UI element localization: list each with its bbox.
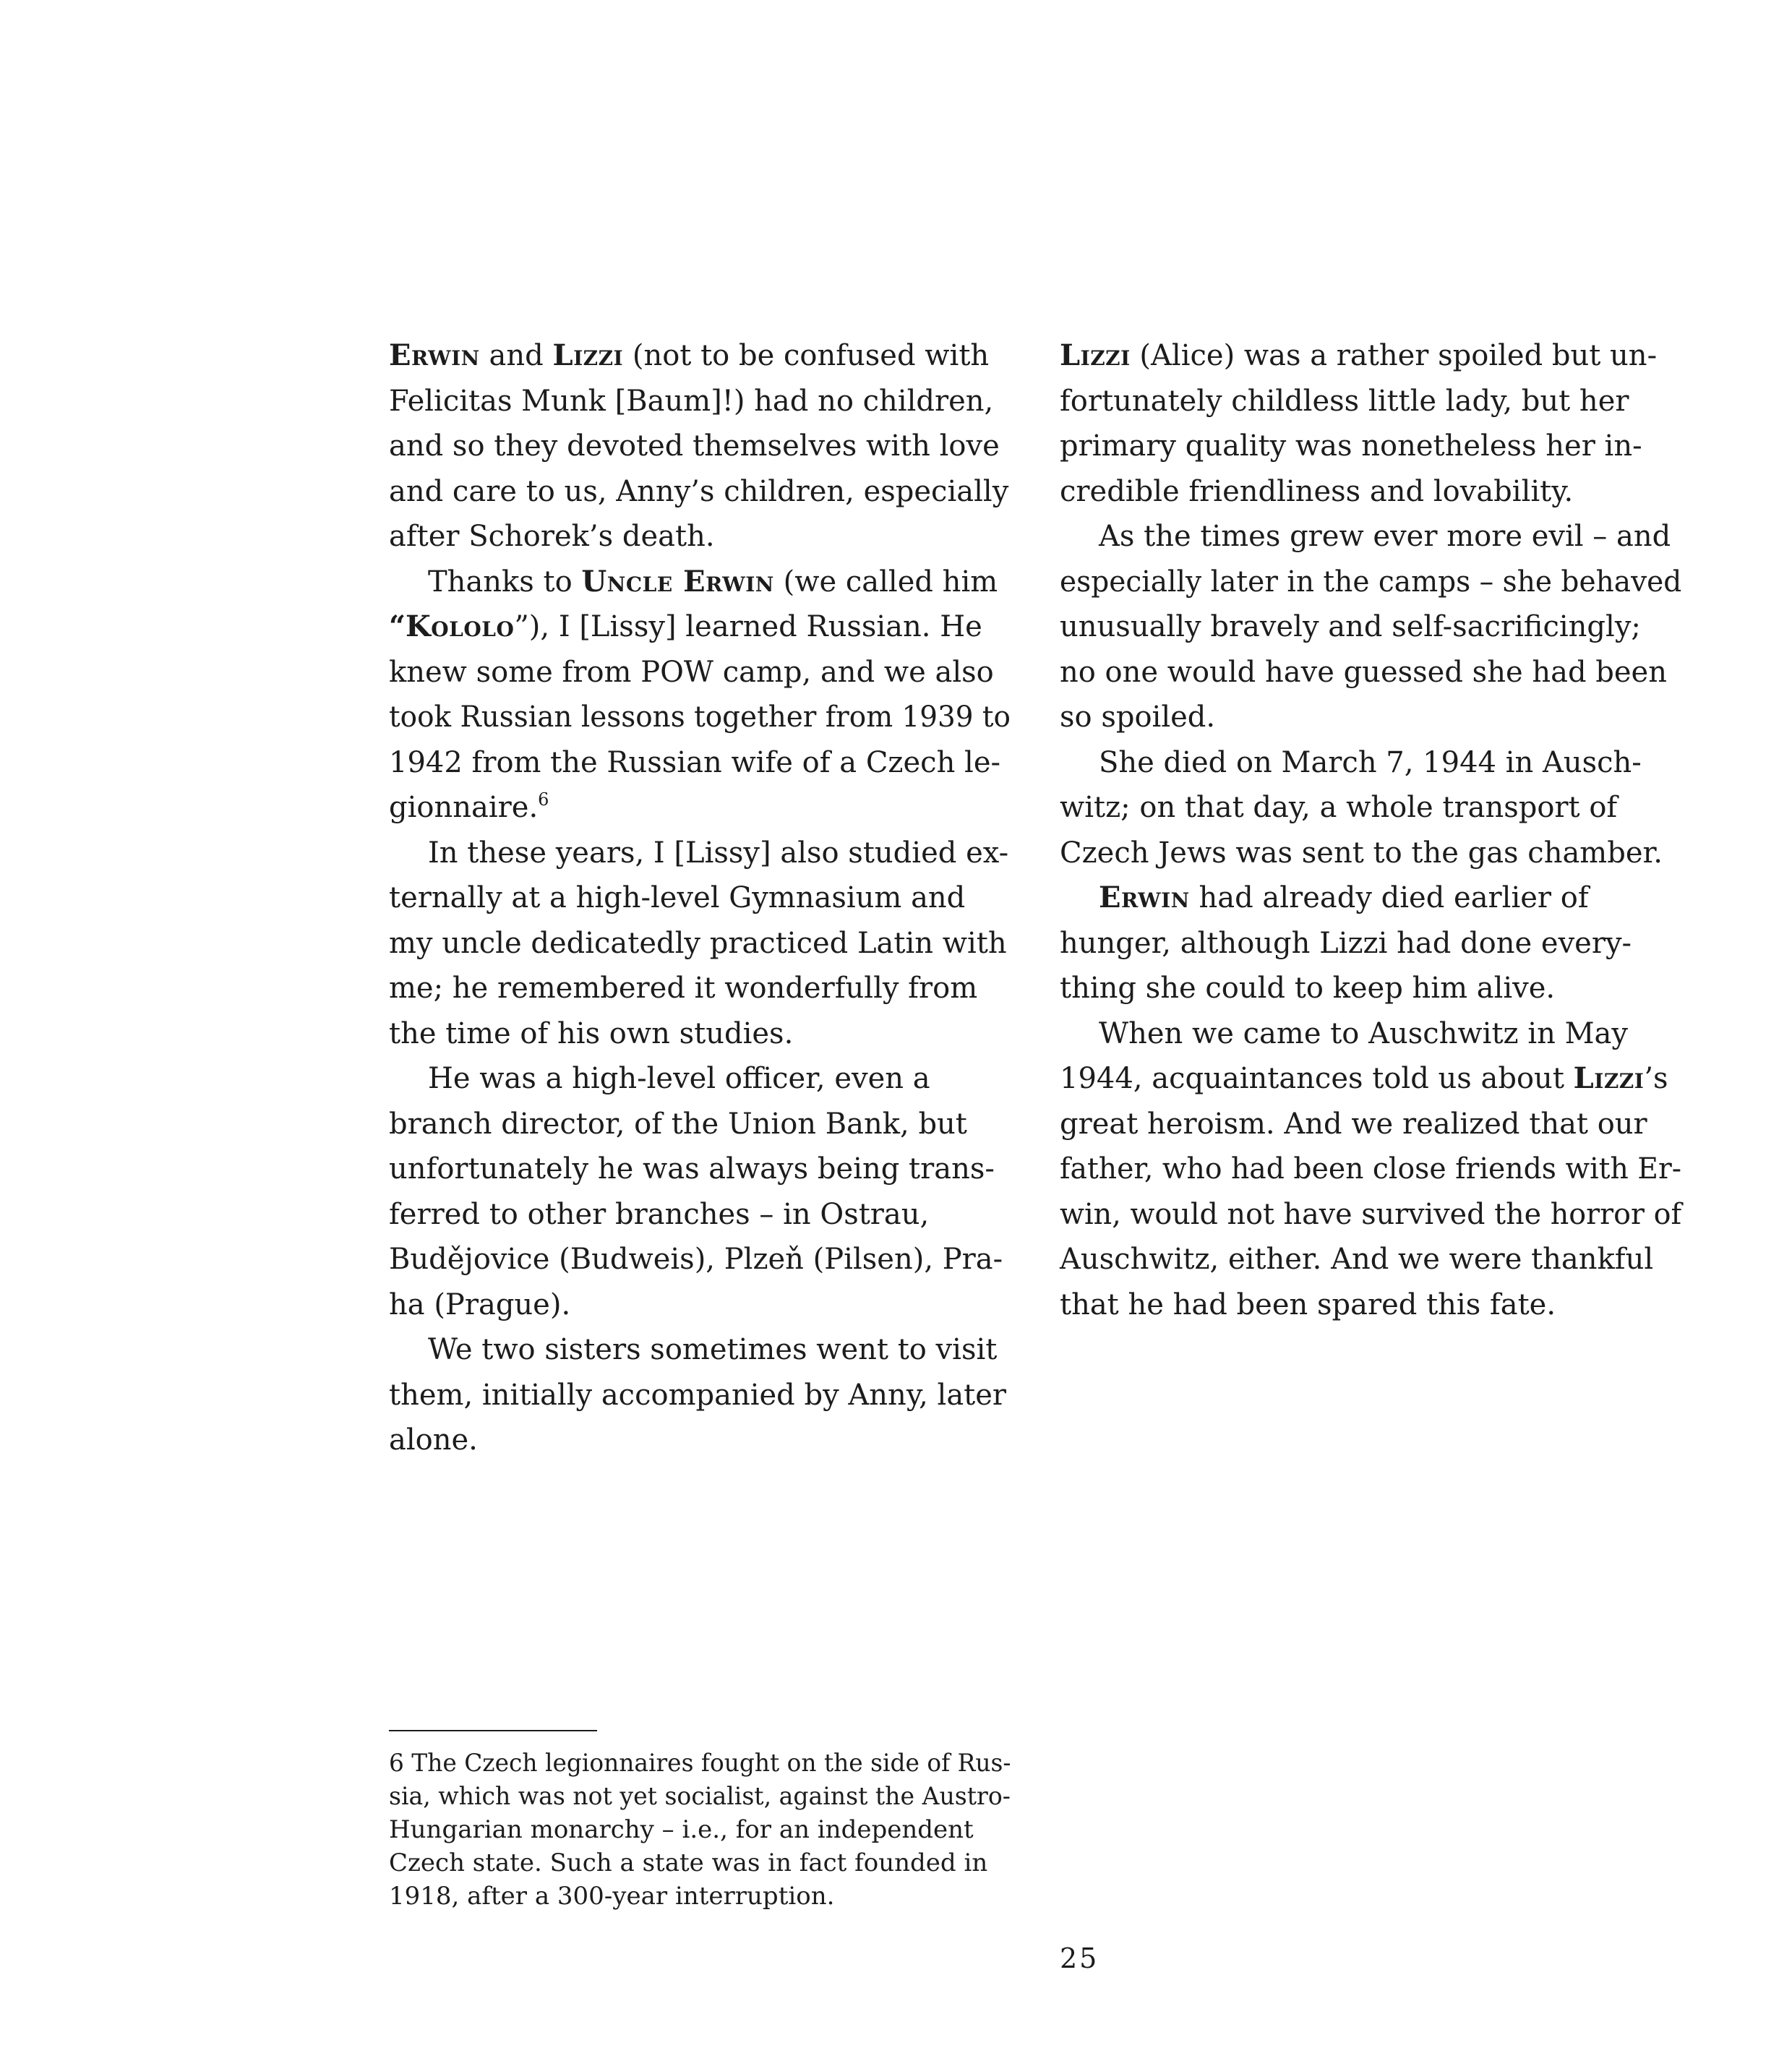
text-line: [1060, 1056, 1681, 1102]
text-line: primary quality was nonetheless her in-: [1060, 429, 1642, 463]
text-line: [389, 333, 1011, 379]
text-span: gionnaire.: [389, 791, 539, 824]
person-name: Uncle Erwin: [581, 564, 774, 599]
text-line: Auschwitz, either. And we were thankful: [1060, 1243, 1654, 1276]
text-line: [1060, 875, 1681, 921]
text-span: 1944, acquaintances told us about: [1060, 1062, 1574, 1095]
person-name: Kololo: [406, 609, 515, 643]
text-line: [389, 785, 1011, 831]
text-line: after Schorek’s death.: [389, 520, 715, 553]
footnote-line: Hungarian monarchy – i.e., for an independent: [389, 1815, 974, 1844]
text-line: took Russian lessons together from 1939 to: [389, 700, 1011, 734]
text-line: ferred to other branches – in Ostrau,: [389, 1197, 930, 1231]
text-line: She died on March 7, 1944 in Ausch-: [1099, 745, 1642, 779]
text-line: [389, 560, 1011, 605]
text-line: In these years, I [Lissy] also studied ex-: [428, 836, 1009, 870]
text-line: He was a high-level officer, even a: [428, 1062, 930, 1095]
text-line: When we came to Auschwitz in May: [1099, 1016, 1628, 1050]
text-line: me; he remembered it wonderfully from: [389, 972, 978, 1005]
person-name: Erwin: [1099, 881, 1190, 914]
text-line: so spoiled.: [1060, 700, 1216, 734]
text-span: (Alice) was a rather spoiled but un-: [1130, 339, 1658, 372]
text-line: the time of his own studies.: [389, 1016, 794, 1050]
text-line: unusually bravely and self-sacrificingly;: [1060, 610, 1641, 643]
person-name: Erwin: [389, 338, 480, 372]
text-span: (not to be confused with: [623, 339, 990, 372]
text-line: great heroism. And we realized that our: [1060, 1107, 1647, 1141]
footnote-line: Czech state. Such a state was in fact founded in: [389, 1848, 988, 1877]
text-line: no one would have guessed she had been: [1060, 655, 1667, 689]
text-line: that he had been spared this fate.: [1060, 1288, 1556, 1321]
text-span: ”), I [Lissy] learned Russian. He: [514, 610, 982, 643]
text-line: fortunately childless little lady, but her: [1060, 384, 1629, 418]
text-line: ha (Prague).: [389, 1288, 571, 1321]
text-line: Czech Jews was sent to the gas chamber.: [1060, 836, 1663, 870]
text-line: and care to us, Anny’s children, especially: [389, 474, 1009, 508]
text-line: thing she could to keep him alive.: [1060, 972, 1556, 1005]
page-number: 25: [1060, 1942, 1099, 1974]
footnote-line: 1918, after a 300-year interruption.: [389, 1882, 835, 1911]
text-line: them, initially accompanied by Anny, later: [389, 1378, 1007, 1412]
text-span: ’s: [1644, 1062, 1668, 1095]
right-column: [1060, 333, 1681, 1327]
text-line: hunger, although Lizzi had done every-: [1060, 926, 1632, 960]
text-span: (we called him: [773, 565, 998, 599]
text-line: knew some from POW camp, and we also: [389, 655, 994, 689]
text-span: Thanks to: [428, 565, 582, 599]
text-line: [1060, 333, 1681, 379]
text-line: 1942 from the Russian wife of a Czech le-: [389, 745, 1001, 779]
text-line: my uncle dedicatedly practiced Latin with: [389, 926, 1007, 960]
text-line: branch director, of the Union Bank, but: [389, 1107, 967, 1141]
text-line: father, who had been close friends with Er-: [1060, 1152, 1682, 1186]
person-name: Lizzi: [552, 338, 624, 372]
text-line: alone.: [389, 1423, 478, 1457]
left-column: [389, 333, 1011, 1463]
text-line: ternally at a high-level Gymnasium and: [389, 881, 966, 914]
text-line: credible friendliness and lovability.: [1060, 474, 1574, 508]
text-line: Felicitas Munk [Baum]!) had no children,: [389, 384, 994, 418]
text-line: As the times grew ever more evil – and: [1099, 520, 1671, 553]
person-name: Lizzi: [1060, 338, 1131, 372]
footnote-divider: [389, 1730, 597, 1731]
text-span: had already died earlier of: [1189, 881, 1589, 914]
footnote: [389, 1747, 1011, 1913]
footnote-ref: 6: [538, 789, 549, 810]
text-span: and: [479, 339, 553, 372]
text-line: witz; on that day, a whole transport of: [1060, 791, 1618, 824]
footnote-line: 6 The Czech legionnaires fought on the side of Rus-: [389, 1749, 1011, 1778]
quote-mark: “: [389, 609, 406, 643]
text-line: Budějovice (Budweis), Plzeň (Pilsen), Pra-: [389, 1243, 1003, 1276]
person-name: Lizzi: [1573, 1061, 1645, 1095]
text-line: and so they devoted themselves with love: [389, 429, 1000, 463]
text-line: especially later in the camps – she behaved: [1060, 565, 1682, 599]
text-line: We two sisters sometimes went to visit: [428, 1333, 998, 1366]
text-line: [389, 604, 1011, 650]
text-line: win, would not have survived the horror of: [1060, 1197, 1682, 1231]
text-line: unfortunately he was always being trans-: [389, 1152, 995, 1186]
footnote-line: sia, which was not yet socialist, against the Austro-: [389, 1782, 1011, 1811]
